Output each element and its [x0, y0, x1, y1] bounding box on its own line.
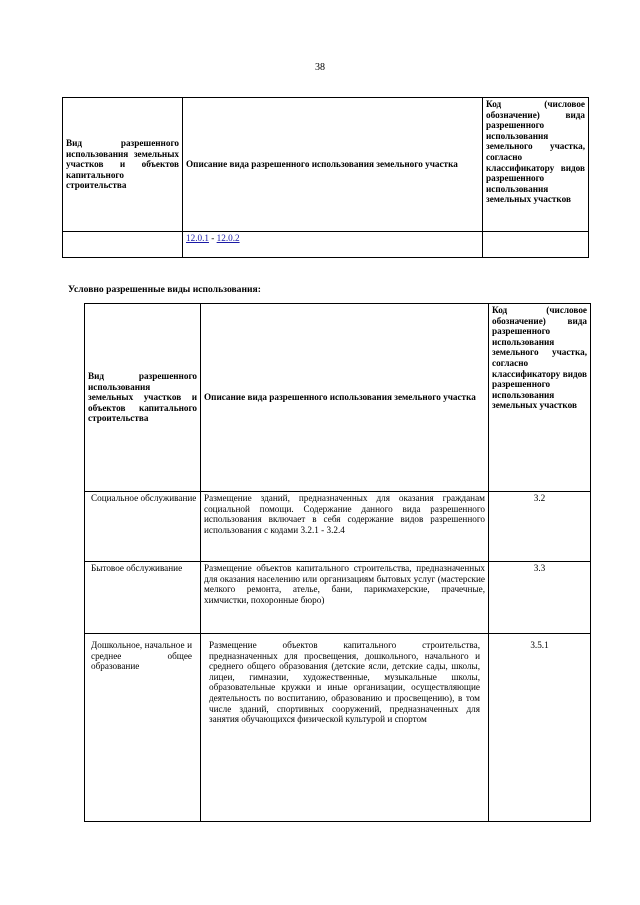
cell-code: 3.5.1 — [489, 634, 591, 822]
table-row — [85, 492, 591, 562]
cell-description: Размещение объектов капитального строительства, предназначенных для оказания населению или организациям бытовых услуг (мастерские мелкого ремонта, ателье, бани, парикмахерские, прачечные, химчистки, похоронные бюро) — [201, 562, 489, 634]
table-row — [63, 232, 589, 258]
table-header-row — [63, 98, 589, 232]
header-use-type: Вид разрешенного использования земельных участков и объектов капитального строительства — [85, 304, 201, 492]
cell-use-type: Бытовое обслуживание — [85, 562, 201, 634]
cell-code: 3.3 — [489, 562, 591, 634]
range-separator: - — [208, 233, 217, 243]
header-description: Описание вида разрешенного использования земельного участка — [201, 304, 489, 492]
header-code: Код (числовое обозначение) вида разрешенного использования земельного участка, согласно классификатору видов разрешенного использования земельных участков — [489, 304, 591, 492]
cell-use-type: Дошкольное, начальное и среднее общее образование — [85, 634, 201, 822]
permitted-uses-table-continuation — [62, 97, 589, 258]
cell-description: Размещение объектов капитального строительства, предназначенных для просвещения, дошкольного, начального и среднего общего образования (детские ясли, детские сады, школы, лицеи, гимназии, художественные, музыкальные школы, образовательные кружки и иные организации, осуществляющие деятельность по воспитанию, образованию и просвещению), в том числе зданий, спортивных сооружений, предназначенных для занятия обучающихся физической культурой и спортом — [201, 634, 489, 822]
page-number: 38 — [315, 62, 325, 73]
classifier-link-12-0-2[interactable]: 12.0.2 — [216, 233, 240, 243]
cell-use-type — [63, 232, 183, 258]
conditionally-permitted-uses-table — [84, 303, 591, 822]
table-header-row — [85, 304, 591, 492]
cell-code — [483, 232, 589, 258]
classifier-link-12-0-1[interactable]: 12.0.1 — [186, 233, 209, 243]
cell-description: Размещение зданий, предназначенных для оказания гражданам социальной помощи. Содержание данного вида разрешенного использования включает в себя содержание видов разрешенного использования с кодами 3.2.1 - 3.2.4 — [201, 492, 489, 562]
cell-code: 3.2 — [489, 492, 591, 562]
header-code: Код (числовое обозначение) вида разрешенного использования земельного участка, согласно классификатору видов разрешенного использования земельных участков — [483, 98, 589, 232]
header-use-type: Вид разрешенного использования земельных участков и объектов капитального строительства — [63, 98, 183, 232]
table-row — [85, 634, 591, 822]
header-description: Описание вида разрешенного использования земельного участка — [183, 98, 483, 232]
table-row — [85, 562, 591, 634]
section-title: Условно разрешенные виды использования: — [68, 284, 261, 295]
cell-use-type: Социальное обслуживание — [85, 492, 201, 562]
cell-description — [183, 232, 483, 258]
